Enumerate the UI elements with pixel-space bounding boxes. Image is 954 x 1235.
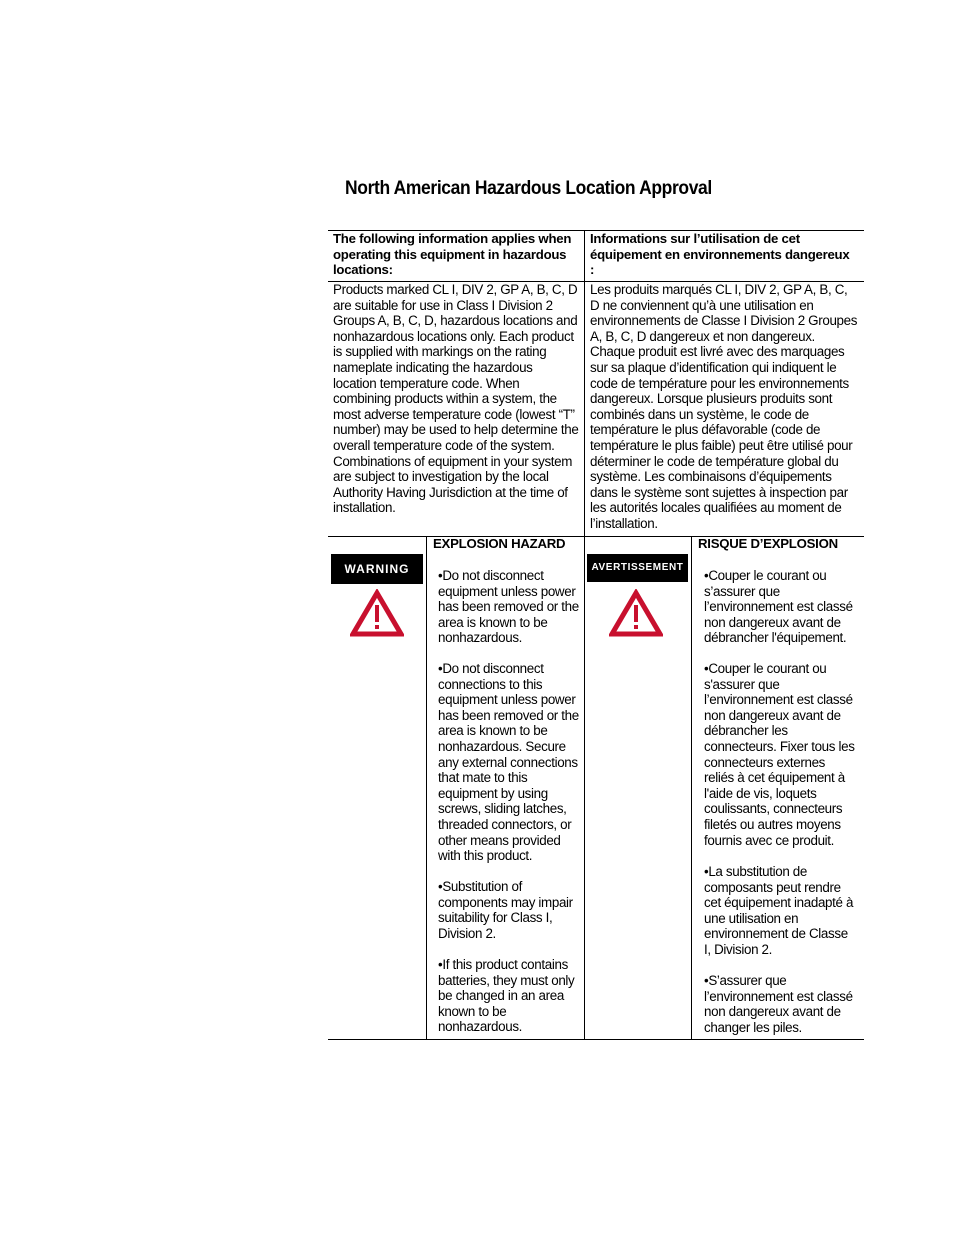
section-title: North American Hazardous Location Approval: [345, 178, 712, 199]
warning-bullet-fr-2: •Couper le courant ou s'assurer que l’environnement est classé non dangereux avant de débrancher les connecteurs. Fixer tous les connecteurs externes reliés à cet équipement à l'aide de vis, loquets coulissants, connecteurs filetés ou autres moyens fournis avec ce produit.: [704, 661, 855, 848]
warning-bullet-fr-3: •La substitution de composants peut rendre cet équipement inadapté à une utilisation en environnement de Classe I, Division 2.: [704, 864, 854, 957]
warning-title-fr: RISQUE D’EXPLOSION: [698, 536, 838, 551]
warning-badge: WARNING: [331, 554, 423, 584]
warning-bullet-en-4: •If this product contains batteries, they must only be changed in an area known to be nonhazardous.: [438, 957, 575, 1035]
warning-bullet-en-3: •Substitution of components may impair suitability for Class I, Division 2.: [438, 879, 573, 941]
warning-bullet-fr-4: •S’assurer que l’environnement est classé non dangereux avant de changer les piles.: [704, 973, 853, 1035]
table-body-fr: Les produits marqués CL I, DIV 2, GP A, B, C, D ne conviennent qu’à une utilisation en environnements de Classe I Division 2 Groupes A, B, C, D dangereux et non dangereux. Chaque produit est livré avec des marquages sur sa plaque d’identification qui indiquent le code de température pour les environnements dangereux. Lorsque plusieurs produits sont combinés dans un système, le code de température le plus défavorable (code de température le plus faible) peut être utilisé pour déterminer le code de température global du système. Les combinaisons d’équipements dans le système sont sujettes à inspection par les autorités locales qualifiées au moment de l’installation.: [590, 282, 858, 531]
table-header-fr: Informations sur l’utilisation de cet équipement en environnements dangereux :: [590, 231, 850, 278]
warning-en-divider: [426, 536, 427, 1040]
table-header-en: The following information applies when operating this equipment in hazardous locations:: [333, 231, 572, 278]
table-bottom-rule: [328, 1039, 864, 1040]
warning-triangle-icon: [609, 589, 663, 637]
warning-fr-divider: [691, 536, 692, 1040]
table-body-en: Products marked CL I, DIV 2, GP A, B, C, D are suitable for use in Class I Division 2 Groups A, B, C, D, hazardous locations and nonhazardous locations only. Each product is supplied with markings on the rating nameplate indicating the hazardous location temperature code. When combining products within a system, the most adverse temperature code (lowest “T” number) may be used to help determine the overall temperature code of the system. Combinations of equipment in your system are subject to investigation by the local Authority Having Jurisdiction at the time of installation.: [333, 282, 579, 516]
warning-bullet-fr-1: •Couper le courant ou s’assurer que l’environnement est classé non dangereux avant de débrancher l'équipement.: [704, 568, 853, 646]
table-center-divider: [584, 230, 585, 1040]
avertissement-badge: AVERTISSEMENT: [587, 554, 688, 582]
warning-title-en: EXPLOSION HAZARD: [433, 536, 566, 551]
warning-bullet-en-2: •Do not disconnect connections to this equipment unless power has been removed or the area is known to be nonhazardous. Secure any external connections that mate to this equipment by using screws, sliding latches, threaded connectors, or other means provided with this product.: [438, 661, 579, 864]
warning-bullet-en-1: •Do not disconnect equipment unless power has been removed or the area is known to be nonhazardous.: [438, 568, 579, 646]
warning-triangle-icon: [350, 589, 404, 637]
